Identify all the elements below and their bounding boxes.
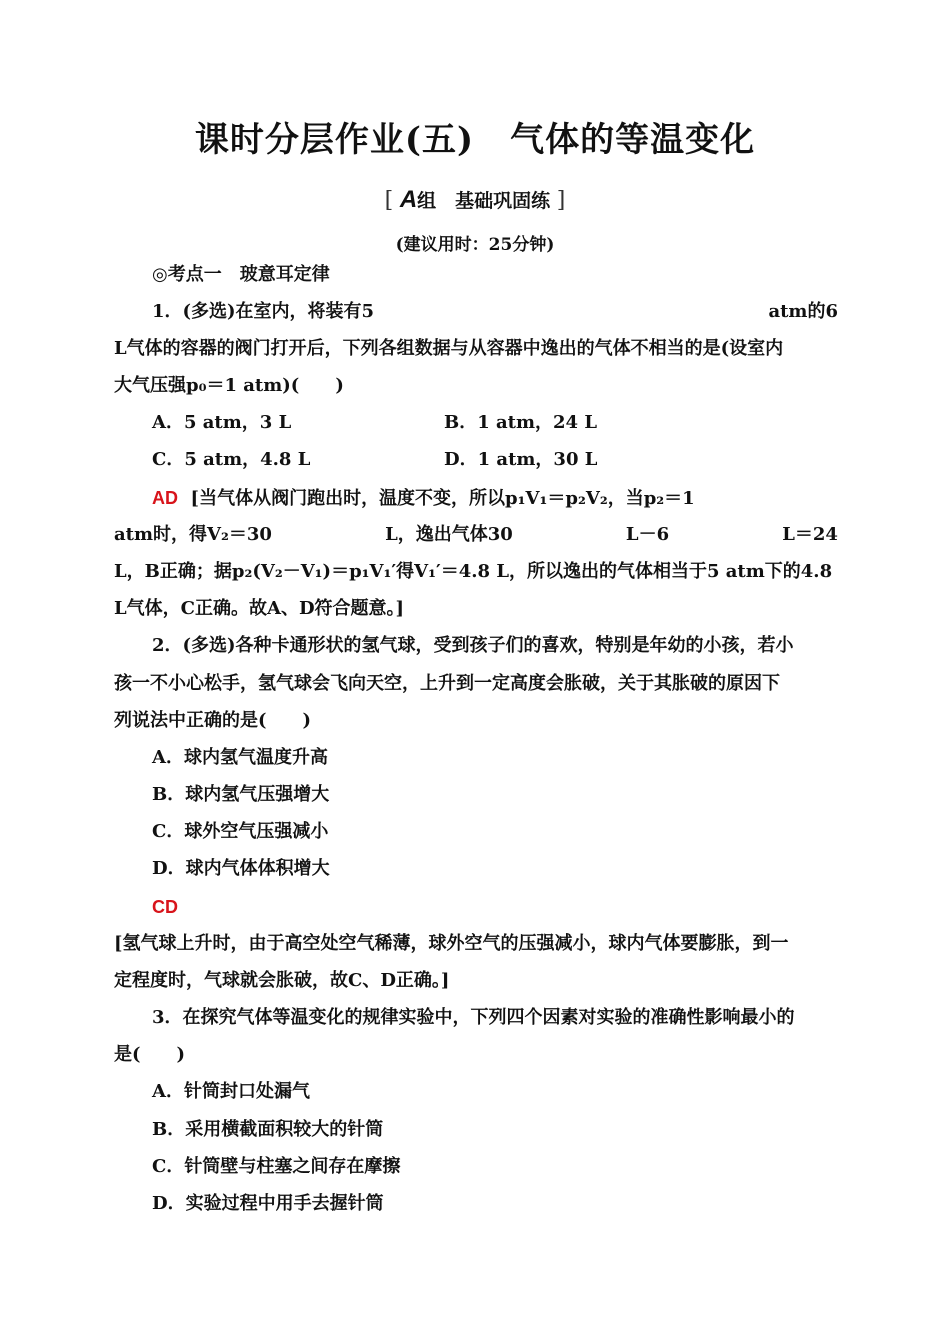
- q1-option-c: C．5 atm，4.8 L: [152, 449, 311, 470]
- q3-option-c: C．针筒壁与柱塞之间存在摩擦: [152, 1156, 401, 1177]
- q3-line1: 3．在探究气体等温变化的规律实验中，下列四个因素对实验的准确性影响最小的: [152, 1007, 795, 1028]
- q2-option-a: A．球内氢气温度升高: [152, 747, 328, 768]
- section-heading: ◎考点一 玻意耳定律: [152, 264, 330, 285]
- q1-answer: AD: [152, 488, 178, 508]
- q3-option-a: A．针筒封口处漏气: [152, 1081, 310, 1102]
- q1-explanation-line3: L，B正确；据p₂(V₂－V₁)＝p₁V₁′得V₁′＝4.8 L，所以逸出的气体相当于5 atm下的4.8: [114, 561, 833, 582]
- q3-option-d: D．实验过程中用手去握针筒: [152, 1193, 384, 1214]
- q1-line3: 大气压强p₀＝1 atm)( ): [114, 375, 344, 396]
- q2-option-d: D．球内气体体积增大: [152, 858, 330, 879]
- q2-line1: 2．(多选)各种卡通形状的氢气球，受到孩子们的喜欢，特别是年幼的小孩，若小: [152, 635, 794, 656]
- q1-option-a: A．5 atm，3 L: [152, 412, 292, 433]
- page-title: 课时分层作业(五) 气体的等温变化: [194, 120, 756, 160]
- q1-option-b: B．1 atm，24 L: [444, 412, 597, 433]
- q2-explanation-line2: 定程度时，气球就会胀破，故C、D正确。]: [114, 970, 450, 991]
- q1-explanation-line4: L气体，C正确。故A、D符合题意。]: [114, 598, 405, 619]
- q3-option-b: B．采用横截面积较大的针筒: [152, 1119, 384, 1140]
- group-letter: A: [399, 186, 418, 213]
- q2-line2: 孩一不小心松手，氢气球会飞向天空，上升到一定高度会胀破，关于其胀破的原因下: [114, 673, 780, 694]
- q2-option-b: B．球内氢气压强增大: [152, 784, 330, 805]
- q3-line2: 是( ): [114, 1044, 186, 1065]
- q1-explanation-line1: AD [当气体从阀门跑出时，温度不变，所以p₁V₁＝p₂V₂，当p₂＝1: [152, 488, 695, 509]
- q2-answer: CD: [152, 897, 178, 917]
- q2-line3: 列说法中正确的是( ): [114, 710, 312, 731]
- q1-explanation-line2: atm时，得V₂＝30 L，逸出气体30 L－6 L＝24: [114, 524, 838, 545]
- group-header: [ A组 基础巩固练 ]: [384, 186, 566, 213]
- q1-option-d: D．1 atm，30 L: [444, 449, 598, 470]
- suggested-time: (建议用时：25分钟): [395, 235, 555, 255]
- q2-explanation-line1: [氢气球上升时，由于高空处空气稀薄，球外空气的压强减小，球内气体要膨胀，到一: [114, 933, 789, 954]
- q2-option-c: C．球外空气压强减小: [152, 821, 329, 842]
- q1-line2: L气体的容器的阀门打开后，下列各组数据与从容器中逸出的气体不相当的是(设室内: [114, 338, 784, 359]
- q1-line1: 1．(多选)在室内，将装有5 atm的6: [152, 301, 838, 322]
